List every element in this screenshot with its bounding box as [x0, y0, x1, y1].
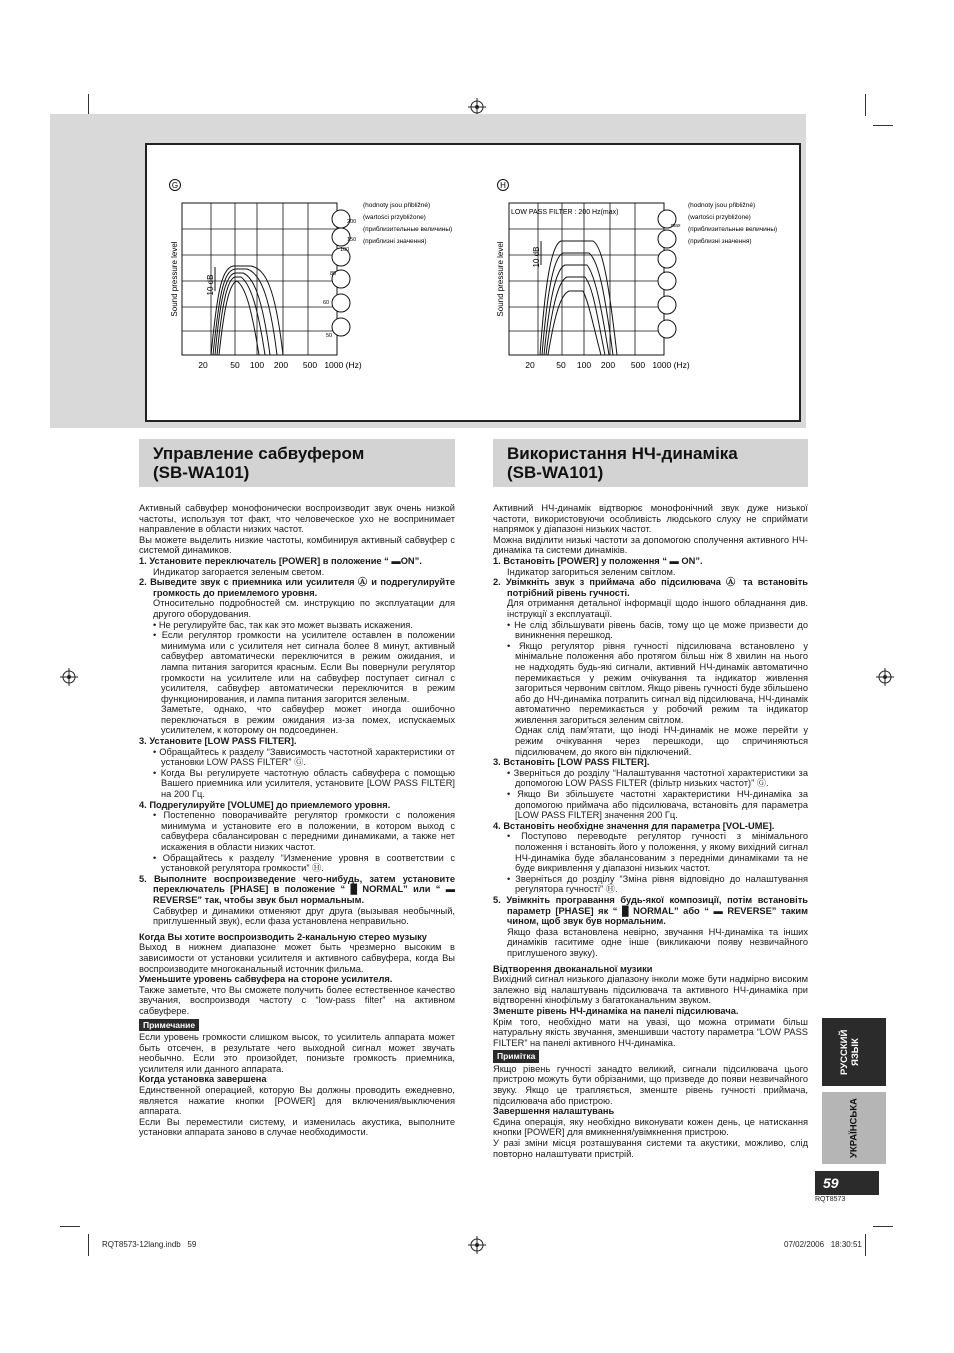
- ru-step-4-bullet: • Обращайтесь к разделу “Изменение уровня в соответствии с установкой регулятора громкости” Ⓗ.: [153, 852, 455, 874]
- chart-h-ylabel: Sound pressure level: [496, 241, 505, 317]
- uk-step-5-text: Якщо фаза встановлена невірно, звучання НЧ-динаміка та інших динаміків гаситиме одне інше (викликаючи появу незвичайного приглушеного звуку).: [507, 926, 808, 958]
- ru-step-2-bullet: • Не регулируйте бас, так как это может вызвать искажения.: [153, 619, 413, 630]
- chart-h-note: (hodnoty jsou přibližné): [688, 202, 756, 209]
- chart-h-marker: H: [500, 181, 506, 190]
- chart-h-xtick: 500: [630, 360, 646, 370]
- crop-mark: [873, 125, 893, 126]
- ru-intro-2: Вы можете выделить низкие частоты, комбинируя активный сабвуфер с системой динамиков.: [139, 534, 455, 556]
- knob-label: 80: [330, 271, 337, 277]
- chart-g-marker: G: [171, 181, 179, 190]
- knob-label: 50: [326, 333, 333, 339]
- chart-g-ylabel: Sound pressure level: [170, 241, 179, 317]
- uk-stereo-heading: Відтворення двоканальної музики: [493, 963, 653, 974]
- ru-step-2-bullet: • Если регулятор громкости на усилителе оставлен в положении минимума или с усилителя нет сигнала более 8 минут, активный сабвуфер автоматически переключится в режим ожидания, и лампа питания загорится красным. Если Вы повернули регулятор громкости на усилителе или на сабвуфер поступает сигнал с усилителя, сабвуфер автоматически переключится в режим функционирования, и лампа питания загорится зеленым.: [153, 630, 455, 704]
- registration-mark-left: [60, 668, 78, 686]
- uk-title-model: (SB-WA101): [507, 463, 604, 482]
- language-tab-ukrainian: [822, 1092, 886, 1164]
- chart-g-xtick: 100: [249, 360, 265, 370]
- chart-g-scale-label: 10 dB: [206, 274, 215, 296]
- ru-step-5: 5. Выполните воспроизведение чего-нибудь, затем установите переключатель [PHASE] в положение “ █ NORMAL” или “ ▬ REVERSE” так, чтобы звук был нормальным.: [139, 873, 455, 905]
- ru-stereo-text-2: Также заметьте, что Вы сможете получить более естественное качество звучания, воспроизводя частоту с “low-pass filter” на активном сабвуфере.: [139, 984, 455, 1016]
- ru-step-5-text: Сабвуфер и динамики отменяют друг друга (вызывая необычный, приглушенный звук), если фаза установлена неправильно.: [153, 905, 455, 927]
- uk-step-3-bullet: • Зверніться до розділу “Налаштування частотної характеристики за допомогою LOW PASS FILTER (фільтр низьких частот)” Ⓖ.: [507, 767, 808, 789]
- crop-mark: [88, 1234, 89, 1256]
- uk-step-2-bullet: • Якщо регулятор рівня гучності підсилювача встановлено у мінімальне положення або протягом більш ніж 8 хвилин на нього не надходять будь-які сигнали, активний НЧ-динамік автоматично перемикається у режим очікування та індикатор живлення загориться червоним світлом. Якщо рівень гучності буде збільшено або до НЧ-динаміка потрапить сигнал від підсилювача, НЧ-динамік автоматично перемикається у робочий режим та індикатор живлення загориться зеленим світлом.: [507, 640, 808, 725]
- chart-h-note: (wartości przybliżone): [688, 214, 751, 221]
- ru-note-text: Если уровень громкости слишком высок, то усилитель аппарата может быть отсечен, в результате чего выходной сигнал может звучать необычно. Если это произойдет, понизьте громкость приемника, усилителя или данного аппарата.: [139, 1032, 455, 1074]
- uk-stereo-text-2: Крім того, необхідно мати на увазі, що можна отримати більш натуральну якість звучання, зменшивши частоту параметра “LOW PASS FILTER” на панелі активного НЧ-динаміка.: [493, 1016, 808, 1048]
- ru-stereo-text: Выход в нижнем диапазоне может быть чрезмерно высоким в зависимости от установки усилителя и активного сабвуфера, когда Вы воспроизводите многоканальный источник фильма.: [139, 942, 455, 974]
- registration-mark-bottom: [468, 1236, 486, 1254]
- knob-label: 150: [347, 237, 357, 243]
- chart-h-note: (приблизительные величины): [688, 226, 778, 233]
- uk-section-header: [493, 439, 808, 487]
- uk-step-3-bullet: • Якщо Ви збільшуєте частотні характеристики НЧ-динаміка за допомогою приймача або підсилювача, встановіть для параметра [LOW PASS FILTER] значення 200 Гц.: [507, 789, 808, 821]
- footer-file-info: RQT8573-12lang.indb 59: [102, 1240, 197, 1249]
- uk-step-2-text: Для отримання детальної інформації щодо іншого обладнання див. інструкції з експлуатації.: [507, 598, 808, 619]
- uk-step-4-bullet: • Поступово переводьте регулятор гучності з мінімального положення і встановіть його у положення, у якому вихідний сигнал НЧ-динаміка буде збалансованим з передніми динаміками та не буде викривлення у діапазоні низьких частот.: [507, 831, 808, 874]
- uk-step-4-bullet: • Зверніться до розділу “Зміна рівня відповідно до налаштування регулятора гучності” Ⓗ.: [507, 873, 808, 895]
- ru-step-3-bullet: • Когда Вы регулируете частотную область сабвуфера с помощью Вашего приемника или усилителя, установите [LOW PASS FILTER] на 200 Гц.: [153, 767, 455, 800]
- uk-column: [493, 503, 808, 1159]
- ru-step-3: 3. Установите [LOW PASS FILTER].: [139, 736, 297, 747]
- chart-g: [170, 180, 453, 371]
- ru-step-2-note: Заметьте, однако, что сабвуфер может иногда ошибочно переключаться в режим ожидания из-за помех, испускаемых усилителем, к которому он подсоединен.: [161, 704, 455, 736]
- language-tab-russian-label: РУССКИЙ ЯЗЫК: [839, 1029, 861, 1075]
- uk-step-2: 2. Увімкніть звук з приймача або підсилювача Ⓐ та встановіть потрібний рівень гучності.: [493, 577, 808, 598]
- chart-h-scale-label: 10 dB: [532, 246, 541, 268]
- ru-step-2: 2. Выведите звук с приемника или усилителя Ⓐ и подрегулируйте громкость до приемлемого уровня.: [139, 577, 455, 598]
- ru-intro: Активный сабвуфер монофонически воспроизводит звук очень низкой частоты, используя тот факт, что человеческое ухо не воспринимает направление в области низких частот.: [139, 503, 455, 535]
- page-number: 59: [823, 1175, 839, 1191]
- frequency-response-figures: [147, 145, 799, 420]
- knob-label: max: [671, 223, 681, 229]
- language-tab-ukrainian-label: УКРАЇНСЬКА: [848, 1098, 860, 1158]
- ru-stereo-heading: Когда Вы хотите воспроизводить 2-канальную стерео музыку: [139, 931, 427, 942]
- knob-label: 200: [347, 219, 357, 225]
- chart-h: [496, 180, 777, 371]
- uk-note-label: Примітка: [493, 1050, 539, 1063]
- document-code: RQT8573: [815, 1196, 846, 1203]
- chart-h-xtick: 100: [576, 360, 592, 370]
- chart-g-xtick: 500: [302, 360, 318, 370]
- crop-mark: [865, 94, 866, 116]
- chart-g-note: (приблизні значення): [363, 238, 427, 245]
- chart-g-xtick: 1000 (Hz): [324, 360, 362, 370]
- ru-step-3-bullet: • Обращайтесь к разделу “Зависимость частотной характеристики от установки LOW PASS FILTER” Ⓖ.: [153, 746, 455, 768]
- chart-g-note: (приблизительные величины): [363, 226, 453, 233]
- ru-column: [139, 503, 455, 1138]
- ru-done-heading: Когда установка завершена: [139, 1074, 267, 1085]
- uk-step-3: 3. Встановіть [LOW PASS FILTER].: [493, 757, 650, 768]
- knob-label: 60: [323, 300, 330, 306]
- ru-done-text-2: Если Вы переместили систему, и изменилась акустика, выполните установки аппарата заново в случае необходимости.: [139, 1116, 455, 1138]
- ru-step-4-bullet: • Постепенно поворачивайте регулятор громкости с положения минимума и установите его в положении, в котором выход с сабвуфера сбалансирован с передними динамиками, а также нет искажения в области низких частот.: [153, 810, 455, 852]
- chart-g-xtick: 50: [230, 360, 240, 370]
- chart-h-xtick: 1000 (Hz): [652, 360, 690, 370]
- knob-label: 100: [340, 247, 350, 253]
- uk-stereo-text: Вихідний сигнал низького діапазону інколи може бути надмірно високим залежно від налаштувань підсилювача та активного НЧ-динаміка при відтворенні кінофільму з багатоканальним звуком.: [493, 974, 808, 1006]
- uk-step-1: 1. Встановіть [POWER] у положення “ ▬ ON”.: [493, 555, 703, 566]
- ru-title: Управление сабвуфером: [153, 444, 365, 463]
- chart-g-xtick: 200: [273, 360, 289, 370]
- ru-step-4: 4. Подрегулируйте [VOLUME] до приемлемого уровня.: [139, 799, 391, 810]
- uk-step-5: 5. Увімкніть програвання будь-якої композиції, потім встановіть параметр [PHASE] як “ █ NORMAL” або “ ▬ REVERSE” таким чином, щоб звук був нормальним.: [493, 894, 808, 927]
- uk-title: Використання НЧ-динаміка: [507, 444, 738, 463]
- footer-timestamp: 07/02/2006 18:30:51: [784, 1240, 862, 1249]
- chart-h-note: (приблизні значення): [688, 238, 752, 245]
- chart-h-filter-label: LOW PASS FILTER : 200 Hz(max): [511, 209, 619, 216]
- uk-intro: Активний НЧ-динамік відтворює монофонічний звук дуже низької частоти, використовуючи особливість людського слуху не сприймати напрямок у діапазоні низьких частот.: [493, 503, 808, 535]
- uk-step-2-bullet: • Не слід збільшувати рівень басів, тому що це може призвести до виникнення перешкод.: [507, 619, 808, 641]
- uk-note-text: Якщо рівень гучності занадто великий, сигнали підсилювача цього пристрою можуть бути обрізаними, що призведе до появи незвичайного звуку. Якщо це трапляється, зменште рівень гучності приймача, підсилювача або пристрою.: [493, 1063, 808, 1106]
- chart-h-xtick: 50: [556, 360, 566, 370]
- ru-stereo-bold: Уменьшите уровень сабвуфера на стороне усилителя.: [139, 974, 393, 985]
- ru-note-label: Примечание: [139, 1019, 199, 1032]
- uk-step-2-note: Однак слід пам’ятати, що іноді НЧ-динамік не може перейти у режим очікування через перешкоди, що спричиняються підсилювачем, до якого він підключений.: [515, 725, 808, 757]
- chart-g-note: (hodnoty jsou přibližné): [363, 202, 431, 209]
- ru-done-text: Единственной операцией, которую Вы должны проводить ежедневно, является нажатие кнопки [POWER] для включения/выключения аппарата.: [139, 1085, 455, 1117]
- ru-step-2-text: Относительно подробностей см. инструкцию по эксплуатации для другого оборудования.: [153, 598, 455, 619]
- chart-h-xtick: 200: [600, 360, 616, 370]
- uk-done-heading: Завершення налаштувань: [493, 1106, 615, 1117]
- uk-stereo-bold: Зменште рівень НЧ-динаміка на панелі підсилювача.: [493, 1005, 739, 1016]
- uk-intro-2: Можна виділити низькі частоти за допомогою сполучення активного НЧ-динаміка та системи динаміків.: [493, 534, 808, 556]
- crop-mark: [873, 1226, 893, 1227]
- ru-step-1-text: Индикатор загорается зеленым светом.: [153, 566, 325, 577]
- chart-g-note: (wartości przybliżone): [363, 214, 426, 221]
- uk-step-1-text: Індикатор загориться зеленим світлом.: [507, 566, 676, 577]
- language-tab-russian: [822, 1018, 886, 1086]
- chart-h-xtick: 20: [525, 360, 535, 370]
- ru-step-1: 1. Установите переключатель [POWER] в положение “ ▬ON”.: [139, 555, 422, 566]
- crop-mark: [865, 1234, 866, 1256]
- crop-mark: [88, 94, 89, 116]
- uk-done-text-2: У разі зміни місця розташування системи та акустики, можливо, слід повторно налаштувати пристрій.: [493, 1138, 808, 1159]
- crop-mark: [60, 1226, 80, 1227]
- ru-title-model: (SB-WA101): [153, 463, 250, 482]
- ru-section-header: [139, 439, 455, 487]
- uk-step-4: 4. Встановіть необхідне значення для параметра [VOL-UME].: [493, 820, 775, 831]
- chart-g-xtick: 20: [198, 360, 208, 370]
- uk-done-text: Єдина операція, яку необхідно виконувати кожен день, це натискання кнопки [POWER] для вмикнення/увімкнення пристрою.: [493, 1116, 808, 1138]
- figure-frame: [145, 143, 801, 422]
- page-number-box: [815, 1171, 879, 1195]
- registration-mark-right: [876, 668, 894, 686]
